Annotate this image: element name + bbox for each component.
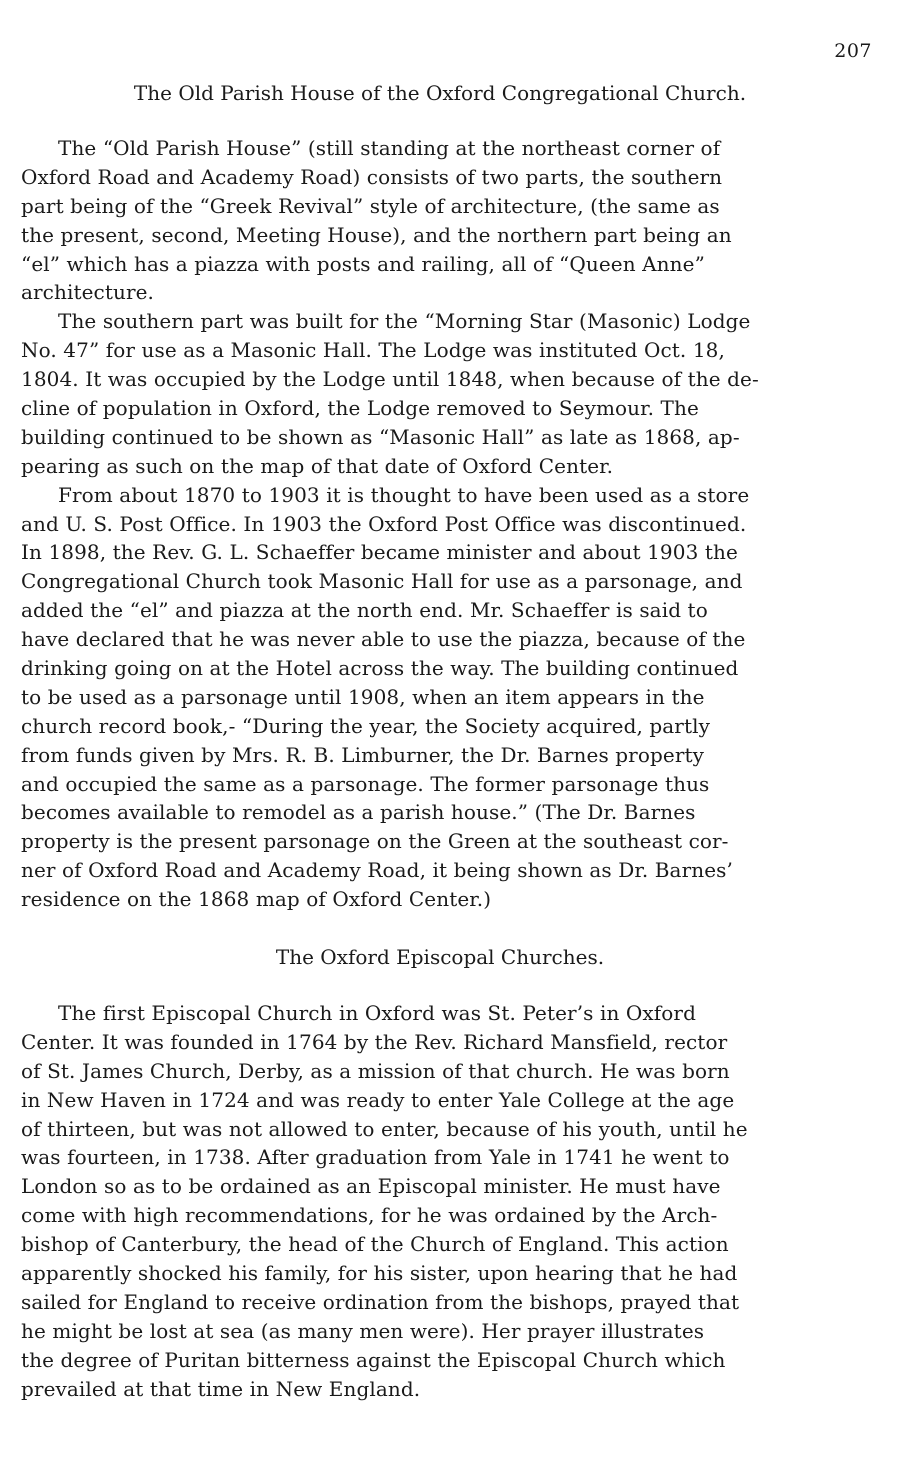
text-line: The “Old Parish House” (still standing at the northeast corner of xyxy=(58,136,721,160)
text-line: Center. It was founded in 1764 by the Rev. Richard Mansfield, rector xyxy=(21,1029,728,1054)
text-line: No. 47” for use as a Masonic Hall. The Lodge was instituted Oct. 18, xyxy=(21,338,725,363)
text-line: added the “el” and piazza at the north end. Mr. Schaeffer is said to xyxy=(21,598,708,623)
text-line: cline of population in Oxford, the Lodge removed to Seymour. The xyxy=(21,396,699,421)
text-line: from funds given by Mrs. R. B. Limburner, the Dr. Barnes property xyxy=(21,742,705,767)
text-line: the present, second, Meeting House), and the northern part being an xyxy=(21,222,732,247)
text-line: come with high recommendations, for he was ordained by the Arch- xyxy=(21,1203,718,1228)
text-line: and U. S. Post Office. In 1903 the Oxford Post Office was discontinued. xyxy=(21,511,747,536)
text-line: church record book,- “During the year, the Society acquired, partly xyxy=(21,713,711,738)
text-line: the degree of Puritan bitterness against the Episcopal Church which xyxy=(21,1347,726,1372)
text-line: to be used as a parsonage until 1908, when an item appears in the xyxy=(21,684,705,709)
section-heading: The Oxford Episcopal Churches. xyxy=(275,945,605,969)
text-line: “el” which has a piazza with posts and railing, all of “Queen Anne” xyxy=(21,251,705,276)
text-line: building continued to be shown as “Masonic Hall” as late as 1868, ap- xyxy=(21,424,740,449)
text-line: ner of Oxford Road and Academy Road, it being shown as Dr. Barnes’ xyxy=(21,858,733,883)
section-heading: The Old Parish House of the Oxford Congregational Church. xyxy=(133,81,747,105)
text-line: architecture. xyxy=(21,280,155,305)
text-line: becomes available to remodel as a parish house.” (The Dr. Barnes xyxy=(21,800,696,825)
text-line: residence on the 1868 map of Oxford Center.) xyxy=(21,887,492,912)
section-body xyxy=(21,134,883,914)
text-line: of thirteen, but was not allowed to enter, because of his youth, until he xyxy=(21,1116,748,1141)
section-body xyxy=(21,999,883,1403)
text-line: apparently shocked his family, for his sister, upon hearing that he had xyxy=(21,1261,738,1286)
text-line: sailed for England to receive ordination from the bishops, prayed that xyxy=(21,1289,740,1314)
text-line: From about 1870 to 1903 it is thought to have been used as a store xyxy=(58,482,750,507)
text-line: of St. James Church, Derby, as a mission of that church. He was born xyxy=(21,1058,730,1083)
text-line: property is the present parsonage on the Green at the southeast cor- xyxy=(21,829,729,854)
page-number: 207 xyxy=(834,40,872,62)
text-line: In 1898, the Rev. G. L. Schaeffer became minister and about 1903 the xyxy=(21,540,738,565)
text-line: drinking going on at the Hotel across the way. The building continued xyxy=(21,656,739,681)
text-line: London so as to be ordained as an Episcopal minister. He must have xyxy=(21,1174,721,1199)
text-line: was fourteen, in 1738. After graduation from Yale in 1741 he went to xyxy=(21,1145,730,1170)
text-line: he might be lost at sea (as many men were). Her prayer illustrates xyxy=(21,1318,705,1343)
text-line: prevailed at that time in New England. xyxy=(21,1376,421,1401)
text-line: The southern part was built for the “Morning Star (Masonic) Lodge xyxy=(58,309,751,334)
text-line: The first Episcopal Church in Oxford was St. Peter’s in Oxford xyxy=(58,1001,696,1025)
text-line: part being of the “Greek Revival” style of architecture, (the same as xyxy=(21,193,720,218)
text-line: Congregational Church took Masonic Hall for use as a parsonage, and xyxy=(21,569,743,594)
text-line: in New Haven in 1724 and was ready to enter Yale College at the age xyxy=(21,1087,735,1112)
text-line: bishop of Canterbury, the head of the Church of England. This action xyxy=(21,1232,729,1257)
text-line: Oxford Road and Academy Road) consists of two parts, the southern xyxy=(21,164,723,189)
text-line: 1804. It was occupied by the Lodge until 1848, when because of the de- xyxy=(21,367,759,392)
text-line: have declared that he was never able to use the piazza, because of the xyxy=(21,627,746,652)
text-line: and occupied the same as a parsonage. The former parsonage thus xyxy=(21,771,710,796)
text-line: pearing as such on the map of that date of Oxford Center. xyxy=(21,453,614,478)
